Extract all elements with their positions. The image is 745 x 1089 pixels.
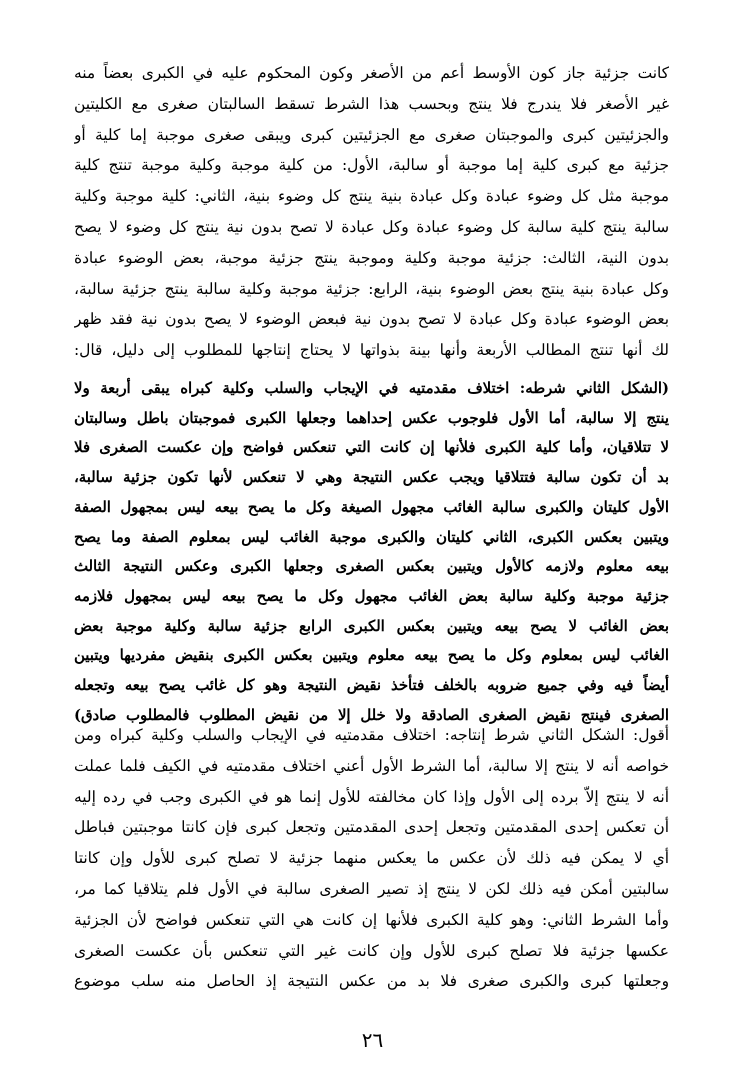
text-line: بدون النية، الثالث: جزئية موجبة وكلية وموجبة ينتج جزئية موجبة، بعض الوضوء عبادة [74,248,669,267]
text-line: الصغرى فينتج نقيض الصغرى الصادقة ولا خلل إلا من نقيض المطلوب فالمطلوب صادق) [74,706,669,724]
text-line: خواصه أنه لا ينتج إلا سالبة، أما الشرط الأول أعني اختلاف مقدمتيه في الكيف فلما عملت [74,756,669,775]
text-line: أيضاً فيه وفي جميع ضروبه بالخلف فتأخذ نقيض النتيجة وهو كل غائب يصح بيعه وتجعله [74,677,669,695]
text-line: بيعه معلوم ولازمه كالأول ويتبين بعكس الصغرى وجعلها الكبرى وعكس النتيجة الثالث [74,558,669,576]
text-line: لا تتلاقيان، وأما كلية الكبرى فلأنها إن كانت التي تنعكس فواضح وإن عكست الصغرى فلا [74,439,669,457]
text-line: أنه لا ينتج إلاّ برده إلى الأول وإذا كان مخالفته للأول إنما هو في الكبرى وجب في رده إليه [74,787,669,806]
commentary-block-1 [74,58,669,366]
text-line: أقول: الشكل الثاني شرط إنتاجه: اختلاف مقدمتيه في الإيجاب والسلب وكلية كبراه ومن [74,726,669,744]
text-line: والجزئيتين كبرى والموجبتان صغرى مع الجزئيتين كبرى ويبقى صغرى موجبة إما كلية أو [74,125,669,144]
text-line: وأما الشرط الثاني: وهو كلية الكبرى فلأنها إن كانت هي التي تنعكس فواضح لأن الجزئية [74,910,669,929]
text-line: موجبة مثل كل وضوء عبادة وكل عبادة بنية ينتج كل وضوء بنية، الثاني: كلية موجبة وكلية [74,187,669,206]
text-line: جزئية مع كبرى كلية إما موجبة أو سالبة، الأول: من كلية موجبة وكلية موجبة تنتج كلية [74,156,669,175]
text-line: وجعلتها كبرى والكبرى صغرى فلا بد من عكس النتيجة إذ الحاصل منه سلب موضوع [74,972,669,991]
text-line: وكل عبادة بنية ينتج بعض الوضوء بنية، الرابع: جزئية موجبة وكلية سالبة ينتج جزئية سالبة، [74,279,669,298]
text-line: سالبة ينتج كلية سالبة كل وضوء عبادة وكل عبادة لا تصح بدون نية ينتج كل وضوء لا يصح [74,217,669,236]
text-line: ينتج إلا سالبة، أما الأول فلوجوب عكس إحداهما وجعلها الكبرى فموجبتان باطل وسالبتان [74,409,669,427]
text-line: بد أن تكون سالبة فتتلاقيا ويجب عكس النتيجة وهي لا تنعكس لأنها تكون جزئية سالبة، [74,469,669,487]
text-line: لك أنها تنتج المطالب الأربعة وأنها بينة بذواتها لا يحتاج إنتاجها للمطلوب إلى دليل، قال: [74,341,669,360]
text-line: أن تعكس إحدى المقدمتين وتجعل إحدى المقدمتين وتجعل كبرى فإن كانتا موجبتين فباطل [74,818,669,837]
text-line: كانت جزئية جاز كون الأوسط أعم من الأصغر وكون المحكوم عليه في الكبرى بعضاً منه [74,64,669,82]
page-number: ٢٦ [361,1028,384,1052]
text-line: سالبتين أمكن فيه ذلك لكن لا ينتج إذ تصير الصغرى سالبة في الأول فلم يتلاقيا كما مر، [74,879,669,898]
text-line: ويتبين بعكس الكبرى، الثاني كليتان والكبرى موجبة الغائب ليس بمعلوم الصفة وما يصح [74,528,669,546]
text-line: الأول كليتان والكبرى سالبة الغائب مجهول الصيغة وكل ما يصح بيعه ليس بمجهول الصفة [74,498,669,516]
matn-block [74,374,669,730]
text-line: أي لا يمكن فيه ذلك لأن عكس ما يعكس منهما جزئية لا تصلح كبرى للأول وإن كانتا [74,849,669,868]
text-line: جزئية موجبة وكلية سالبة بعض الغائب مجهول وكل ما يصح بيعه ليس بمجهول فلازمه [74,587,669,605]
text-line: غير الأصغر فلا يندرج فلا ينتج وبحسب هذا الشرط تسقط السالبتان صغرى مع الكليتين [74,94,669,113]
text-line: بعض الغائب لا يصح بيعه ويتبين بعكس الكبرى الرابع جزئية سالبة وكلية موجبة بعض [74,617,669,635]
commentary-block-2 [74,720,669,997]
text-line: (الشكل الثاني شرطه: اختلاف مقدمتيه في الإيجاب والسلب وكلية كبراه يبقى أربعة ولا [74,380,669,397]
text-line: الغائب ليس بمعلوم وكل ما يصح بيعه معلوم ويتبين بعكس الكبرى بنقيض مفرديها ويتبين [74,647,669,665]
text-line: بعض الوضوء عبادة وكل عبادة لا تصح بدون نية فبعض الوضوء لا يصح بدون نية فقد ظهر [74,310,669,329]
text-line: عكسها جزئية فلا تصلح كبرى للأول وإن كانت غير التي تنعكس بأن عكست الصغرى [74,941,669,960]
